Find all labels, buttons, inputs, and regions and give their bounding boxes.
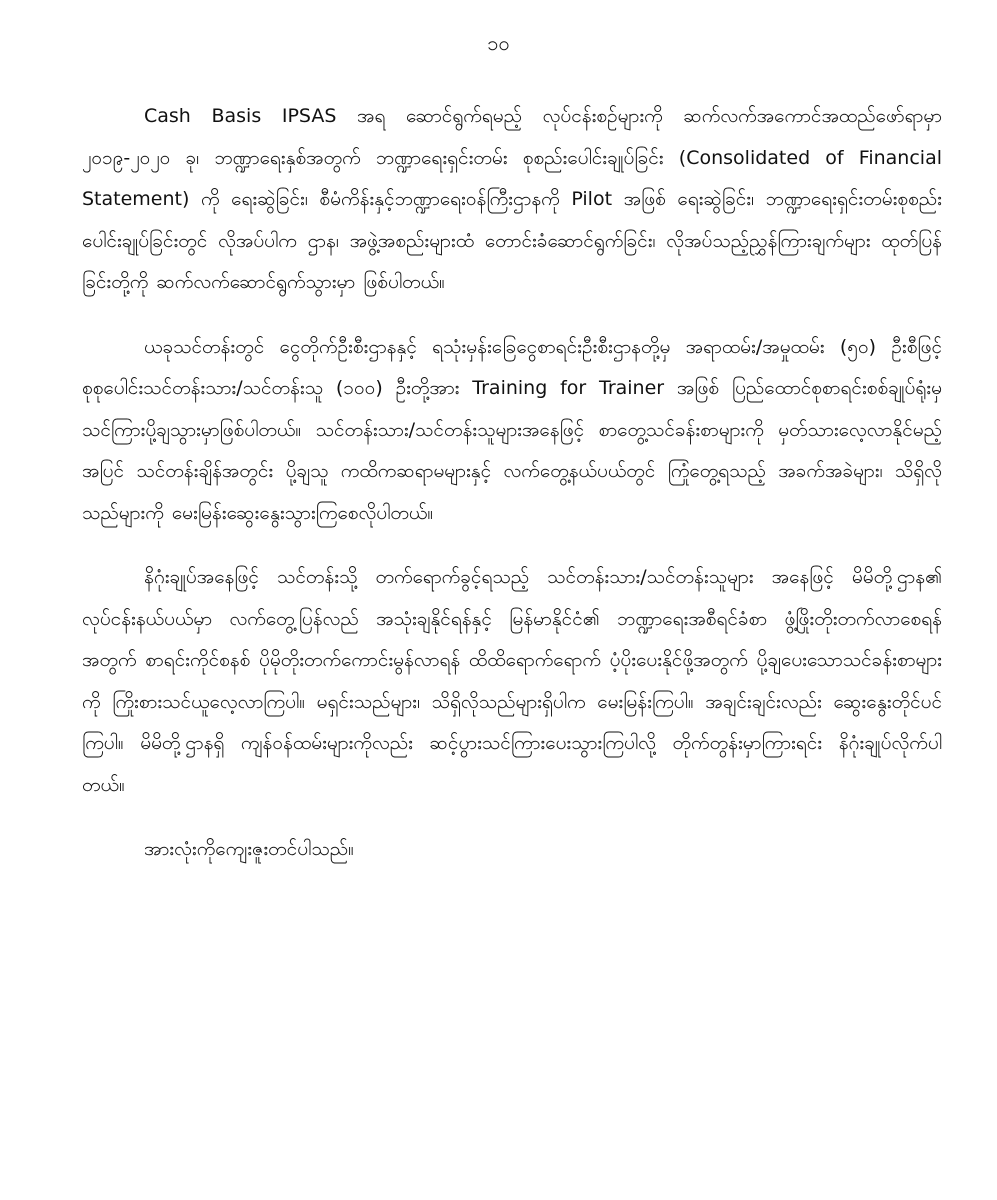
paragraph-ipsas-plan: Cash Basis IPSAS အရ ဆောင်ရွက်ရမည့် လုပ်ငန်းစဉ်များကို ဆက်လက်အကောင်အထည်ဖော်ရာမှာ ၂၀၁၉-၂၀၂၀ ခု၊ ဘဏ္ဍာရေးနှစ်အတွက် ဘဏ္ဍာရေးရှင်းတမ်း စုစည်းပေါင်းချုပ်ခြင်း (Consolidated of Financial Statement) ကို ရေးဆွဲခြင်း၊ စီမံကိန်းနှင့်ဘဏ္ဍာရေးဝန်ကြီးဌာနကို Pilot အဖြစ် ရေးဆွဲခြင်း၊ ဘဏ္ဍာရေးရှင်းတမ်းစုစည်းပေါင်းချုပ်ခြင်းတွင် လိုအပ်ပါက ဌာန၊ အဖွဲ့အစည်းများထံ တောင်းခံဆောင်ရွက်ခြင်း၊ လိုအပ်သည့်ညွှန်ကြားချက်များ ထုတ်ပြန်ခြင်းတို့ကို ဆက်လက်ဆောင်ရွက်သွားမှာ ဖြစ်ပါတယ်။ [82, 105, 942, 293]
page-number: ၁၀ [487, 31, 510, 55]
paragraph-conclusion: နိဂုံးချုပ်အနေဖြင့် သင်တန်းသို့ တက်ရောက်ခွင့်ရသည့် သင်တန်းသား/သင်တန်းသူများ အနေဖြင့် မိမိတို့ဌာန၏ လုပ်ငန်းနယ်ပယ်မှာ လက်တွေ့ပြန်လည် အသုံးချနိုင်ရန်နှင့် မြန်မာနိုင်ငံ၏ ဘဏ္ဍာရေးအစီရင်ခံစာ ဖွံ့ဖြိုးတိုးတက်လာစေရန်အတွက် စာရင်းကိုင်စနစ် ပိုမိုတိုးတက်ကောင်းမွန်လာရန် ထိထိရောက်ရောက် ပံ့ပိုးပေးနိုင်ဖို့အတွက် ပို့ချပေးသောသင်ခန်းစာများကို ကြိုးစားသင်ယူလေ့လာကြပါ။ မရှင်းသည်များ၊ သိရှိလိုသည်များရှိပါက မေးမြန်းကြပါ။ အချင်းချင်းလည်း ဆွေးနွေးတိုင်ပင်ကြပါ။ မိမိတို့ဌာနရှိ ကျန်ဝန်ထမ်းများကိုလည်း ဆင့်ပွားသင်ကြားပေးသွားကြပါလို့ တိုက်တွန်းမှာကြားရင်း နိဂုံးချုပ်လိုက်ပါတယ်။ [82, 566, 942, 796]
document-body [82, 96, 942, 894]
paragraph-thanks: အားလုံးကိုကျေးဇူးတင်ပါသည်။ [144, 838, 354, 860]
paragraph-training-details: ယခုသင်တန်းတွင် ငွေတိုက်ဦးစီးဌာနနှင့် ရသုံးမှန်းခြေငွေစာရင်းဦးစီးဌာနတို့မှ အရာထမ်း/အမှုထမ်း (၅၀) ဦးစီဖြင့် စုစုပေါင်းသင်တန်းသား/သင်တန်းသူ (၁၀၀) ဦးတို့အား Training for Trainer အဖြစ် ပြည်ထောင်စုစာရင်းစစ်ချုပ်ရုံးမှ သင်ကြားပို့ချသွားမှာဖြစ်ပါတယ်။ သင်တန်းသား/သင်တန်းသူများအနေဖြင့် စာတွေ့သင်ခန်းစာများကို မှတ်သားလေ့လာနိုင်မည့်အပြင် သင်တန်းချိန်အတွင်း ပို့ချသူ ကထိကဆရာမများနှင့် လက်တွေ့နယ်ပယ်တွင် ကြုံတွေ့ရသည့် အခက်အခဲများ၊ သိရှိလိုသည်များကို မေးမြန်းဆွေးနွေးသွားကြစေလိုပါတယ်။ [82, 335, 942, 524]
